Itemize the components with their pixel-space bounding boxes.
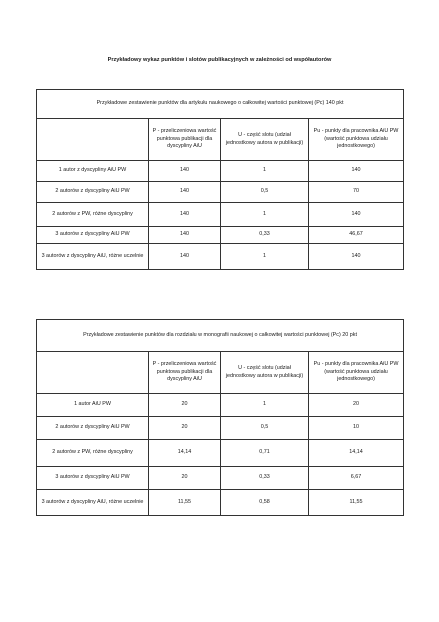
cell-p: 20 — [149, 417, 221, 440]
header-cell-empty — [37, 119, 149, 161]
row-label: 3 autorów z dyscypliny AiU, różne uczelnie — [37, 490, 149, 516]
cell-u: 1 — [221, 244, 309, 270]
cell-u: 0,71 — [221, 440, 309, 467]
row-label: 1 autor AiU PW — [37, 394, 149, 417]
cell-pu: 10 — [309, 417, 404, 440]
row-label: 2 autorów z dyscypliny AiU PW — [37, 417, 149, 440]
cell-pu: 140 — [309, 203, 404, 227]
cell-u: 0,5 — [221, 417, 309, 440]
table-row — [37, 440, 404, 467]
cell-pu: 70 — [309, 182, 404, 203]
cell-pu: 140 — [309, 244, 404, 270]
row-label: 1 autor z dyscypliny AiU PW — [37, 161, 149, 182]
header-cell-u: U - część slotu (udział jednostkowy autora w publikacji) — [221, 352, 309, 394]
header-cell-empty — [37, 352, 149, 394]
cell-p: 14,14 — [149, 440, 221, 467]
article-points-table — [36, 89, 404, 270]
cell-p: 140 — [149, 227, 221, 244]
table-row — [37, 161, 404, 182]
cell-p: 11,55 — [149, 490, 221, 516]
header-cell-p: P - przeliczeniowa wartość punktowa publikacji dla dyscypliny AiU — [149, 119, 221, 161]
cell-u: 1 — [221, 394, 309, 417]
table-row — [37, 244, 404, 270]
cell-u: 0,5 — [221, 182, 309, 203]
header-cell-p: P - przeliczeniowa wartość punktowa publikacji dla dyscypliny AiU — [149, 352, 221, 394]
cell-pu: 6,67 — [309, 467, 404, 490]
cell-u: 0,58 — [221, 490, 309, 516]
row-label: 2 autorów z PW, różne dyscypliny — [37, 203, 149, 227]
table-row — [37, 203, 404, 227]
cell-u: 0,33 — [221, 467, 309, 490]
row-label: 3 autorów z dyscypliny AiU, różne uczelnie — [37, 244, 149, 270]
table-row — [37, 227, 404, 244]
cell-u: 1 — [221, 161, 309, 182]
cell-p: 140 — [149, 182, 221, 203]
page-title: Przykładowy wykaz punktów i slotów publikacyjnych w zależności od współautorów — [107, 57, 332, 63]
row-label: 3 autorów z dyscypliny AiU PW — [37, 227, 149, 244]
cell-u: 0,33 — [221, 227, 309, 244]
cell-pu: 46,67 — [309, 227, 404, 244]
row-label: 2 autorów z dyscypliny AiU PW — [37, 182, 149, 203]
table-row — [37, 490, 404, 516]
cell-pu: 11,55 — [309, 490, 404, 516]
cell-p: 140 — [149, 244, 221, 270]
table-row — [37, 467, 404, 490]
cell-p: 20 — [149, 394, 221, 417]
cell-p: 140 — [149, 161, 221, 182]
row-label: 2 autorów z PW, różne dyscypliny — [37, 440, 149, 467]
cell-u: 1 — [221, 203, 309, 227]
table-row — [37, 182, 404, 203]
header-cell-pu: Pu - punkty dla pracownika AiU PW (wartość punktowa udziału jednostkowego) — [309, 352, 404, 394]
row-label: 3 autorów z dyscypliny AiU PW — [37, 467, 149, 490]
table-row — [37, 394, 404, 417]
table-caption: Przykładowe zestawienie punktów dla artykułu naukowego o całkowitej wartości punktowej (Pc) 140 pkt — [37, 90, 404, 119]
monograph-chapter-points-table — [36, 319, 404, 516]
cell-p: 20 — [149, 467, 221, 490]
cell-p: 140 — [149, 203, 221, 227]
header-cell-pu: Pu - punkty dla pracownika AiU PW (wartość punktowa udziału jednostkowego) — [309, 119, 404, 161]
cell-pu: 140 — [309, 161, 404, 182]
cell-pu: 20 — [309, 394, 404, 417]
header-cell-u: U - część slotu (udział jednostkowy autora w publikacji) — [221, 119, 309, 161]
cell-pu: 14,14 — [309, 440, 404, 467]
table-row — [37, 417, 404, 440]
table-caption: Przykładowe zestawienie punktów dla rozdziału w monografii naukowej o całkowitej wartości punktowej (Pc) 20 pkt — [37, 320, 404, 352]
